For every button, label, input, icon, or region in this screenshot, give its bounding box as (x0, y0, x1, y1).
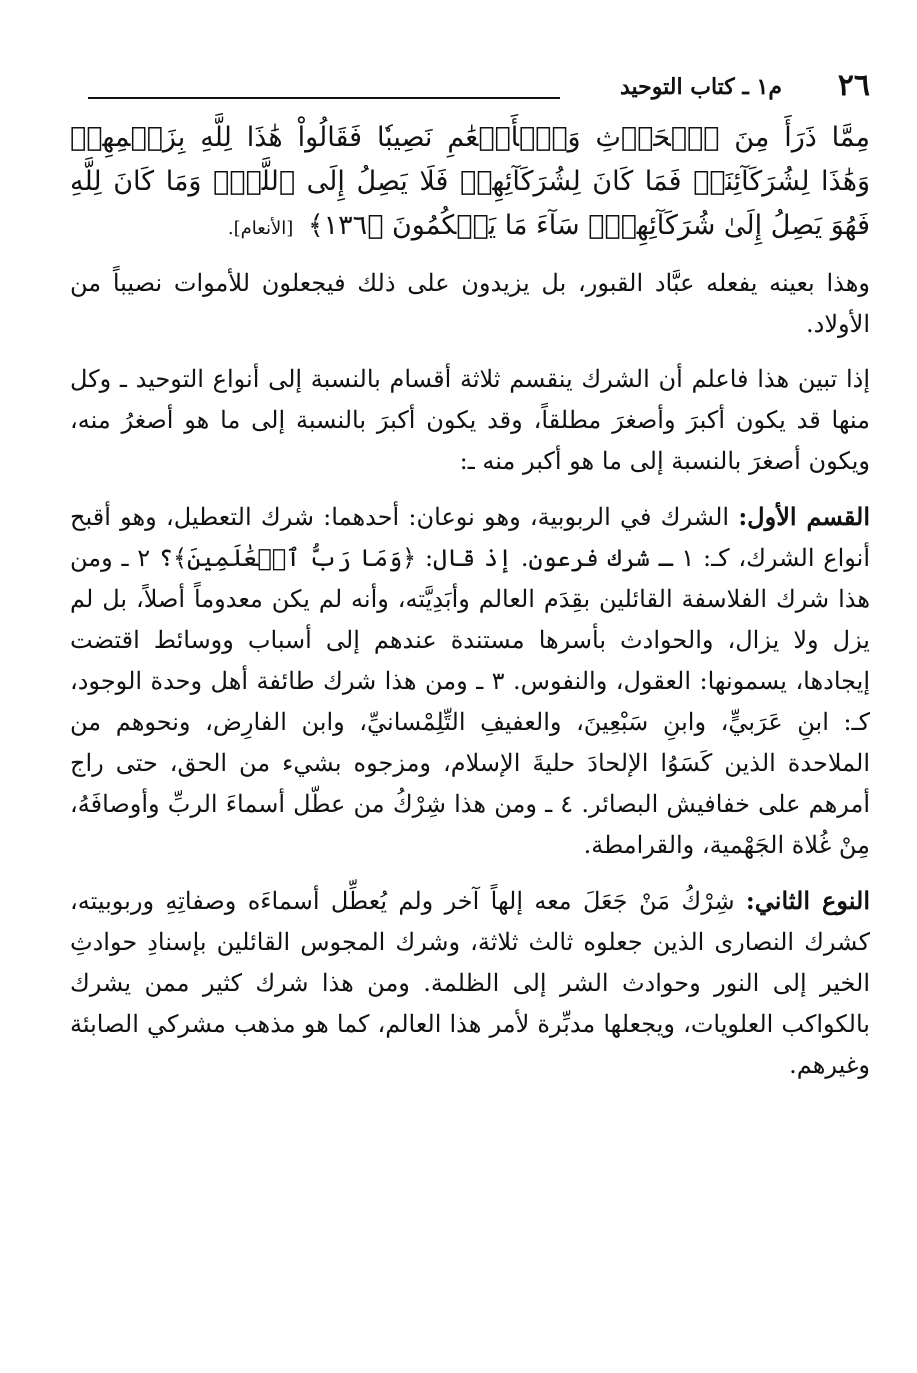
paragraph-second-type (70, 880, 870, 1086)
page-number: ٢٦ (837, 68, 870, 103)
quran-verse: مِمَّا ذَرَأَ مِنَ ٱلۡحَرۡثِ وَٱلۡأَنۡعَٰمِ نَصِيبٗا فَقَالُواْ هَٰذَا لِلَّهِ بِزَعۡمِهِمۡ وَهَٰذَا لِشُرَكَآئِنَاۖ فَمَا كَانَ لِشُرَكَآئِهِمۡ فَلَا يَصِلُ إِلَى ٱللَّهِۖ وَمَا كَانَ لِلَّهِ فَهُوَ يَصِلُ إِلَىٰ شُرَكَآئِهِمۡۗ سَآءَ مَا يَحۡكُمُونَ ﴿١٣٦﴾ (70, 122, 870, 241)
paragraph-first-section (70, 496, 870, 866)
paragraph-shirk-divisions (70, 359, 870, 482)
quran-citation: [الأنعام]. (227, 218, 294, 239)
paragraph-text: الشرك في الربوبية، وهو نوعان: أحدهما: شرك التعطيل، وهو أقبح أنواع الشرك، كـ: ١ ـ شرك فرعون. إذ قال: ﴿وَمَا رَبُّ ٱلۡعَٰلَمِينَ﴾؟ ٢ ـ ومن هذا شرك الفلاسفة القائلين بقِدَم العالم وأبَدِيَّته، وأنه لم يكن معدوماً أصلاً، بل لم يزل ولا يزال، والحوادث بأسرها مستندة عندهم إلى أسباب ووسائط اقتضت إيجادها، يسمونها: العقول، والنفوس. ٣ ـ ومن هذا شرك طائفة أهل وحدة الوجود، كـ: ابنِ عَرَبيٍّ، وابنِ سَبْعِينَ، والعفيفِ التِّلِمْسانيِّ، وابن الفارِض، ونحوهم من الملاحدة الذين كَسَوُا الإلحادَ حليةَ الإسلام، ومزجوه بشيء من الحق، حتى راج أمرهم على خفافيش البصائر. ٤ ـ ومن هذا شِرْكُ من عطّل أسماءَ الربِّ وأوصافَهُ، مِنْ غُلاة الجَهْمية، والقرامطة. (70, 503, 870, 859)
header-rule (88, 97, 560, 99)
quran-verse-block (70, 116, 870, 251)
book-page (70, 60, 870, 1340)
chapter-title: م١ ـ كتاب التوحيد (619, 74, 782, 100)
paragraph-graves (70, 263, 870, 345)
paragraph-text: شِرْكُ مَنْ جَعَلَ معه إلهاً آخر ولم يُعطِّل أسماءَه وصفاتِهِ وربوبيته، كشرك النصارى الذين جعلوه ثالث ثلاثة، وشرك المجوس القائلين بإسنادِ حوادثِ الخير إلى النور وحوادث الشر إلى الظلمة. ومن هذا شرك كثير ممن يشرك بالكواكب العلويات، ويجعلها مدبِّرة لأمر هذا العالم، كما هو مذهب مشركي الصابئة وغيرهم. (70, 887, 870, 1079)
section-heading: النوع الثاني: (745, 886, 870, 915)
paragraph-text: إذا تبين هذا فاعلم أن الشرك ينقسم ثلاثة أقسام بالنسبة إلى أنواع التوحيد ـ وكل منها قد يكون أكبرَ وأصغرَ مطلقاً، وقد يكون أكبرَ بالنسبة إلى ما هو أصغرُ منه، ويكون أصغرَ بالنسبة إلى ما هو أكبر منه ـ: (70, 365, 870, 475)
section-heading: القسم الأول: (738, 502, 870, 531)
paragraph-text: وهذا بعينه يفعله عبَّاد القبور، بل يزيدون على ذلك فيجعلون للأموات نصيباً من الأولاد. (70, 269, 870, 338)
page-header (70, 60, 870, 110)
